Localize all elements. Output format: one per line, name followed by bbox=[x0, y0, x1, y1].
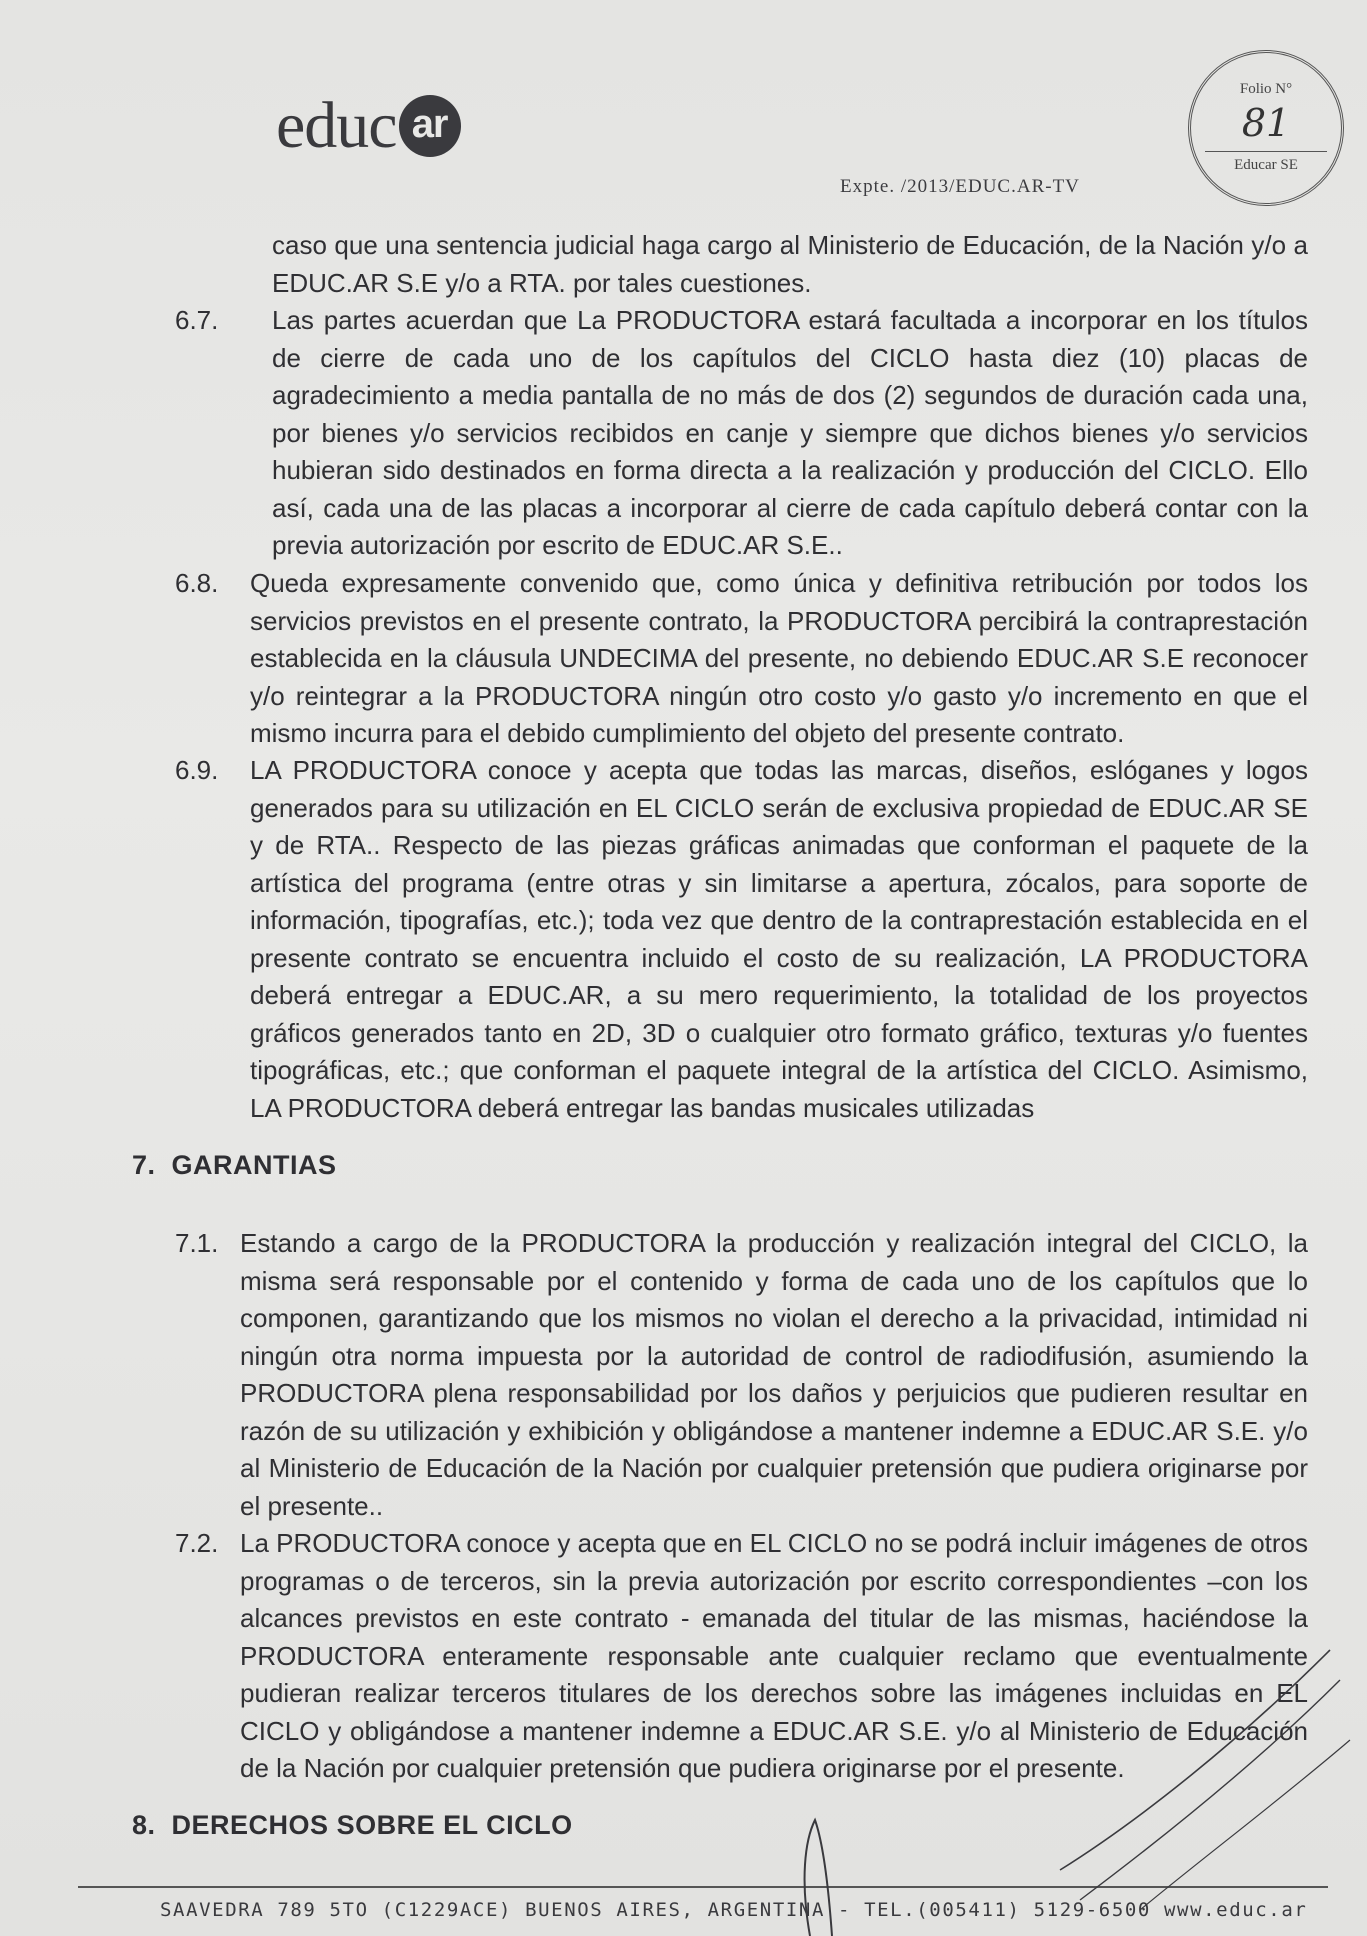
clause-6-7: Las partes acuerdan que La PRODUCTORA estará facultada a incorporar en los títulos de cierre de cada uno de los capítulos del CICLO hasta diez (10) placas de agradecimiento a media pantalla de no más de dos (2) segundos de duración cada una, por bienes y/o servicios recibidos en canje y siempre que dichos bienes y/o servicios hubieran sido destinados en forma directa a la realización y producción del CICLO. Ello así, cada una de las placas a incorporar al cierre de cada capítulo deberá contar con la previa autorización por escrito de EDUC.AR S.E.. bbox=[272, 305, 1308, 560]
clause-7-1: Estando a cargo de la PRODUCTORA la producción y realización integral del CICLO, la misma será responsable por el contenido y forma de cada uno de los capítulos que lo componen, garantizando que los mismos no violan el derecho a la privacidad, intimidad ni ningún otra norma impuesta por la autoridad de control de radiodifusión, asumiendo la PRODUCTORA plena responsabilidad por los daños y perjuicios que pudieren resultar en razón de su utilización y exhibición y obligándose a mantener indemne a EDUC.AR S.E. y/o al Ministerio de Educación de la Nación por cualquier pretensión que pudiera originarse por el presente.. bbox=[240, 1228, 1308, 1521]
section-number: 7. bbox=[132, 1150, 156, 1180]
clause-number: 6.8. bbox=[175, 568, 219, 598]
educar-logo bbox=[276, 88, 461, 164]
logo-badge: ar bbox=[399, 95, 461, 157]
footer-rule bbox=[78, 1886, 1328, 1888]
stamp-label: Folio N° bbox=[1239, 81, 1293, 97]
clause-number: 7.2. bbox=[175, 1528, 219, 1558]
section-number: 8. bbox=[132, 1810, 156, 1840]
clause-number: 6.9. bbox=[175, 755, 219, 785]
section-heading-derechos bbox=[132, 1810, 573, 1841]
clause-continuation: caso que una sentencia judicial haga cargo al Ministerio de Educación, de la Nación y/o a EDUC.AR S.E y/o a RTA. por tales cuestiones. bbox=[272, 230, 1308, 298]
expediente-number: Expte. /2013/EDUC.AR-TV bbox=[840, 176, 1080, 197]
clause-number: 6.7. bbox=[175, 305, 219, 335]
logo-text: educ bbox=[276, 89, 397, 162]
stamp-issuer: Educar SE bbox=[1234, 157, 1298, 173]
clause-6-8: Queda expresamente convenido que, como única y definitiva retribución por todos los servicios previstos en el presente contrato, la PRODUCTORA percibirá la contraprestación establecida en la cláusula UNDECIMA del presente, no debiendo EDUC.AR S.E reconocer y/o reintegrar a la PRODUCTORA ningún otro costo y/o gasto y/o incremento en que el mismo incurra para el debido cumplimiento del objeto del presente contrato. bbox=[250, 568, 1308, 748]
footer-address: SAAVEDRA 789 5TO (C1229ACE) BUENOS AIRES, ARGENTINA - TEL.(005411) 5129-6500 www.educ.ar bbox=[160, 1899, 1308, 1921]
stamp-divider bbox=[1205, 151, 1327, 152]
folio-stamp bbox=[1188, 50, 1344, 206]
clause-6-9: LA PRODUCTORA conoce y acepta que todas las marcas, diseños, eslóganes y logos generados para su utilización en EL CICLO serán de exclusiva propiedad de EDUC.AR SE y de RTA.. Respecto de las piezas gráficas animadas que conforman el paquete de la artística del programa (entre otras y sin limitarse a apertura, zócalos, para soporte de información, tipografías, etc.); toda vez que dentro de la contraprestación establecida en el presente contrato se encuentra incluido el costo de su realización, LA PRODUCTORA deberá entregar a EDUC.AR, a su mero requerimiento, la totalidad de los proyectos gráficos generados tanto en 2D, 3D o cualquier otro formato gráfico, texturas y/o fuentes tipográficas, etc.; que conforman el paquete integral de la artística del CICLO. Asimismo, LA PRODUCTORA deberá entregar las bandas musicales utilizadas bbox=[250, 755, 1308, 1123]
section-heading-garantias bbox=[132, 1150, 337, 1181]
section-title: GARANTIAS bbox=[171, 1150, 337, 1180]
stamp-number: 81 bbox=[1241, 101, 1291, 145]
clause-7-2: La PRODUCTORA conoce y acepta que en EL CICLO no se podrá incluir imágenes de otros programas o de terceros, sin la previa autorización por escrito correspondientes –con los alcances previstos en este contrato - emanada del titular de las mismas, haciéndose la PRODUCTORA enteramente responsable ante cualquier reclamo que eventualmente pudieran realizar terceros titulares de los derechos sobre las imágenes incluidas en EL CICLO y obligándose a mantener indemne a EDUC.AR S.E. y/o al Ministerio de Educación de la Nación por cualquier pretensión que pudiera originarse por el presente. bbox=[240, 1528, 1309, 1783]
section-title: DERECHOS SOBRE EL CICLO bbox=[171, 1810, 573, 1840]
clause-number: 7.1. bbox=[175, 1228, 219, 1258]
